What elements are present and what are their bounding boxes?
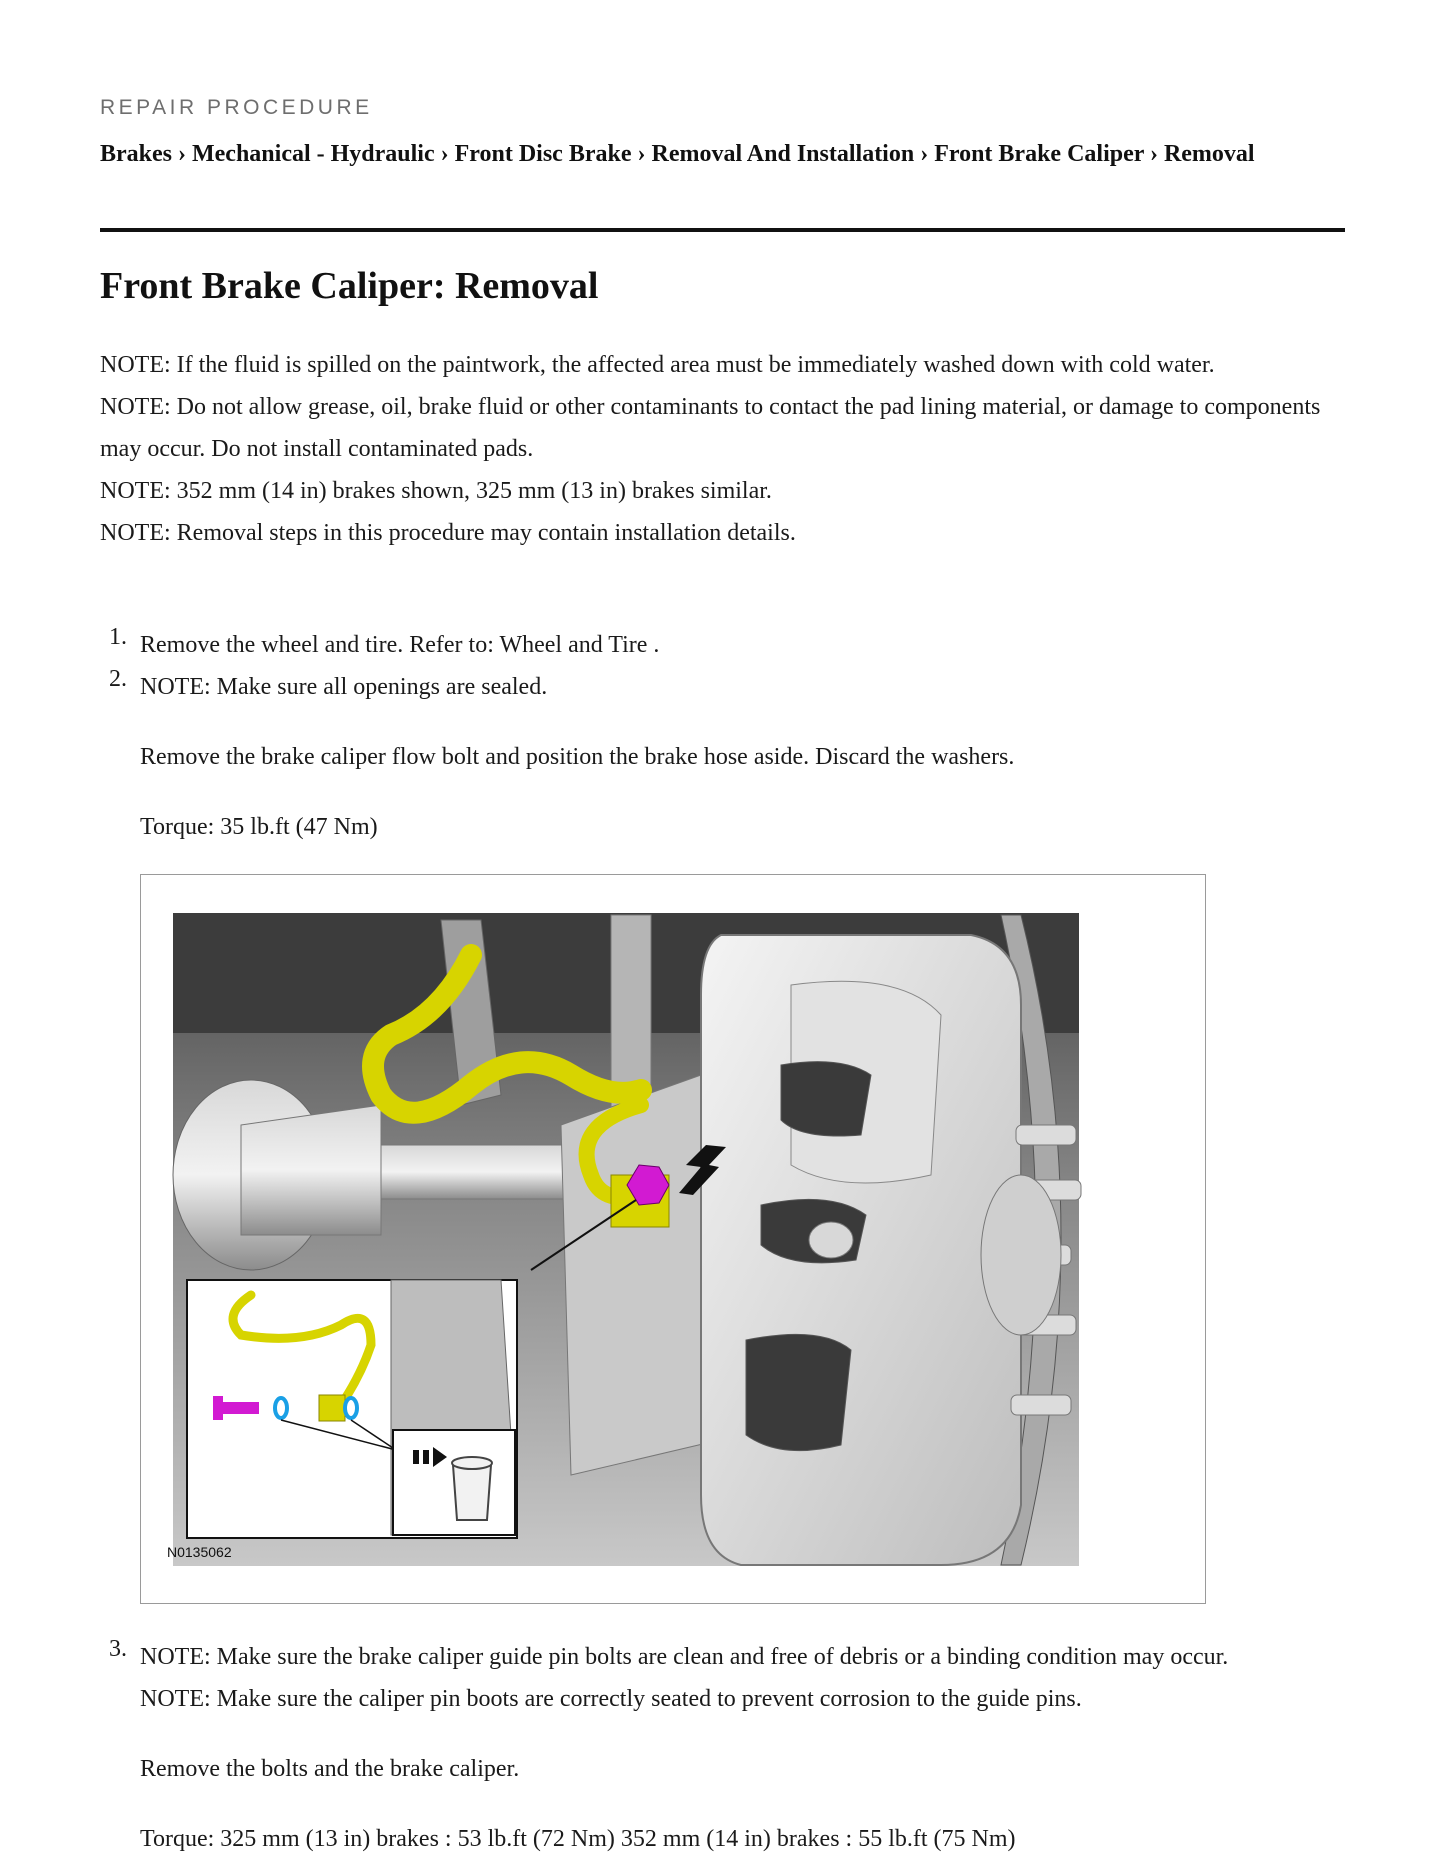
caliper-diagram (141, 875, 1207, 1605)
section-kicker: REPAIR PROCEDURE (100, 96, 373, 119)
step-number: 1. (109, 624, 127, 650)
caliper-boss (809, 1222, 853, 1258)
inset-fitting (319, 1395, 345, 1421)
step-instruction: Remove the bolts and the brake caliper. (140, 1756, 520, 1782)
step-note: NOTE: Make sure the caliper pin boots are correctly seated to prevent corrosion to the guide pins. (140, 1686, 1082, 1712)
step-1 (100, 624, 1345, 666)
notes-block (100, 344, 1345, 554)
caliper-window-upper (781, 1062, 871, 1136)
step-number: 3. (109, 1636, 127, 1662)
step-instruction: Remove the brake caliper flow bolt and position the brake hose aside. Discard the washers. (140, 744, 1015, 770)
note-paragraph: NOTE: If the fluid is spilled on the paintwork, the affected area must be immediately washed down with cold water. (100, 352, 1215, 378)
inset-bolt (219, 1402, 259, 1414)
caliper-window-lower (746, 1334, 851, 1450)
note-paragraph: NOTE: 352 mm (14 in) brakes shown, 325 mm (13 in) brakes similar. (100, 478, 772, 504)
note-paragraph: NOTE: Removal steps in this procedure may contain installation details. (100, 520, 796, 546)
note-paragraph: NOTE: Do not allow grease, oil, brake fluid or other contaminants to contact the pad lining material, or damage to components may occur. Do not install contaminated pads. (100, 394, 1321, 462)
cv-boot-body (241, 1105, 381, 1235)
figure-label: N0135062 (167, 1544, 232, 1560)
inset-bolt-head (213, 1396, 223, 1420)
step-torque: Torque: 35 lb.ft (47 Nm) (140, 814, 378, 840)
trash-bin-icon (453, 1465, 491, 1520)
hub (981, 1175, 1061, 1335)
page-title: Front Brake Caliper: Removal (100, 265, 599, 307)
step-3 (100, 1636, 1345, 1860)
step-torque: Torque: 325 mm (13 in) brakes : 53 lb.ft (72 Nm) 352 mm (14 in) brakes : 55 lb.ft (75 Nm) (140, 1826, 1016, 1852)
brake-caliper-illustration (140, 874, 1206, 1604)
step-2 (100, 666, 1345, 848)
breadcrumb: Brakes › Mechanical - Hydraulic › Front Disc Brake › Removal And Installation › Front Brake Caliper › Removal (100, 141, 1255, 167)
step-note: NOTE: Make sure all openings are sealed. (140, 674, 548, 700)
step-number: 2. (109, 666, 127, 692)
step-text: Remove the wheel and tire. Refer to: Wheel and Tire . (140, 632, 660, 658)
trash-bin-lid (452, 1457, 492, 1469)
header-divider (100, 228, 1345, 232)
step-note: NOTE: Make sure the brake caliper guide pin bolts are clean and free of debris or a binding condition may occur. (140, 1644, 1229, 1670)
